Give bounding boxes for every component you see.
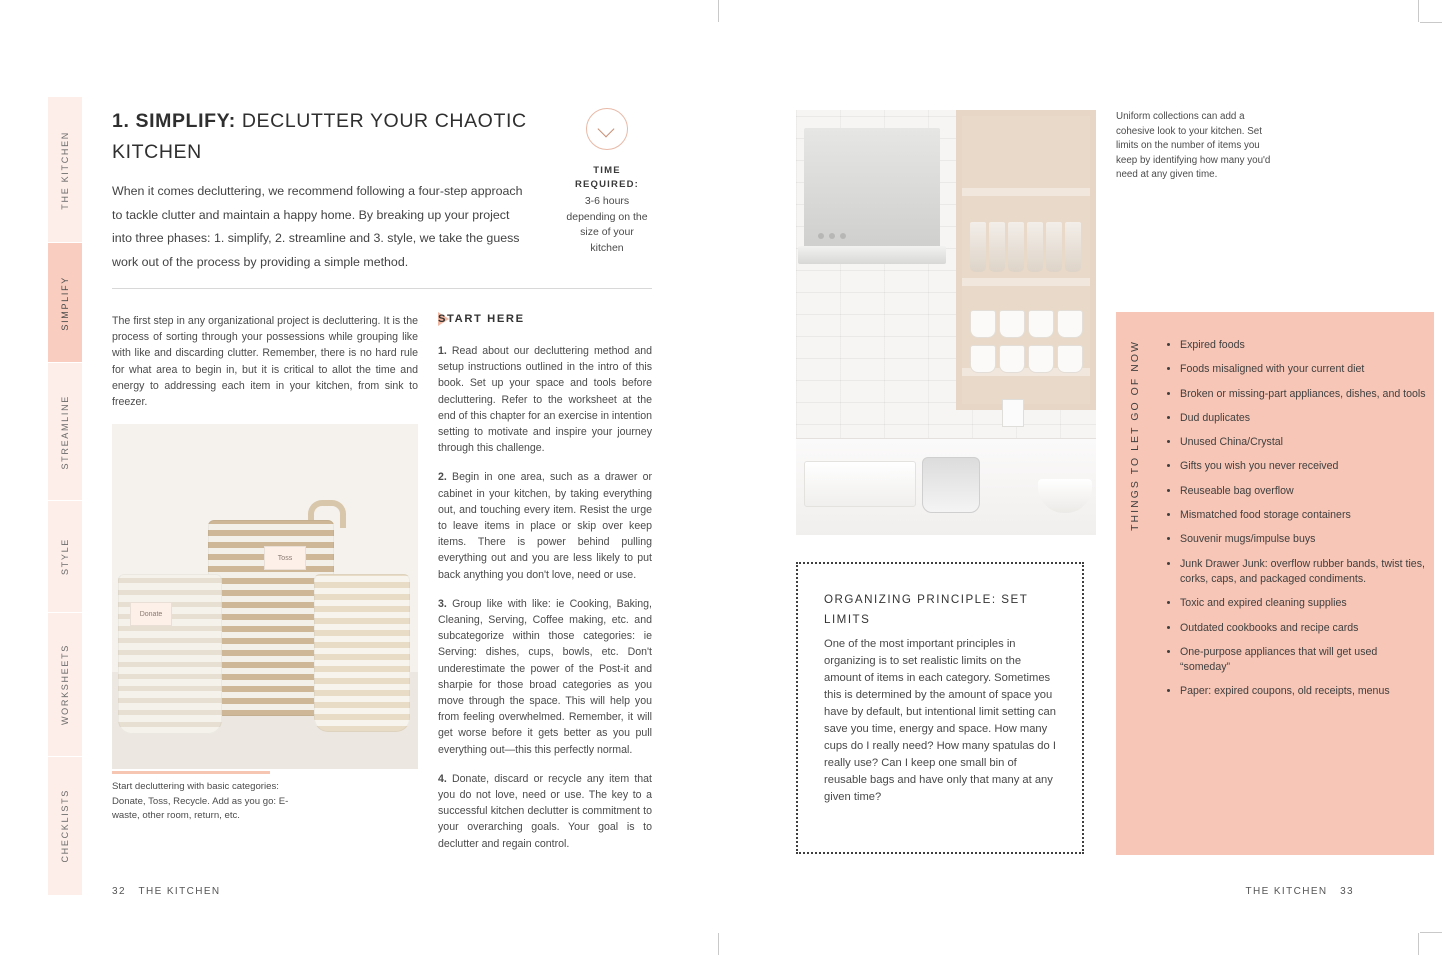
step-text: Read about our decluttering method and setup instructions outlined in the intro of this book. Set up your space and tools before decluttering. Refer to the worksheet at the end of this chapter for an exercise in intention setting to motivate and inspire your journey through this challenge. xyxy=(438,345,652,455)
time-required-label: TIME REQUIRED: xyxy=(574,165,640,190)
step-text: Begin in one area, such as a drawer or cabinet in your kitchen, by taking everything out, and touching every item. Resist the urge to leave items in place or skip over keep items. There is power behind pulling everything out and you are less likely to put back anything you don't love, need or use. xyxy=(438,471,652,581)
photo-caption: Start decluttering with basic categories: Donate, Toss, Recycle. Add as you go: E-waste, other room, return, etc. xyxy=(112,781,289,822)
sidebar-tab-label: CHECKLISTS xyxy=(60,789,70,863)
things-to-let-go-title xyxy=(1130,340,1141,534)
step-number: 2. xyxy=(438,471,447,484)
crop-mark xyxy=(1420,22,1442,23)
list-item: • Mismatched food storage containers xyxy=(1180,508,1430,523)
page-title xyxy=(112,106,532,168)
kitchen-photo xyxy=(796,110,1096,535)
step-item xyxy=(438,343,652,456)
list-item: • Gifts you wish you never received xyxy=(1180,459,1430,474)
list-item: • One-purpose appliances that will get used “someday” xyxy=(1180,645,1430,676)
step-item xyxy=(438,596,652,758)
wall-outlet xyxy=(1002,399,1024,427)
basket-tag-toss xyxy=(264,546,306,570)
glassware-row xyxy=(970,222,1086,276)
step-number: 1. xyxy=(438,345,447,357)
steps-column xyxy=(438,343,652,865)
cabinet-shelf xyxy=(962,188,1090,196)
open-cabinet xyxy=(956,110,1096,410)
intro-paragraph: When it comes decluttering, we recommend following a four-step approach to tackle clutter and maintain a happy home. By breaking up your project into three phases: 1. simplify, 2. streamline and 3. style, we take the guess work out of the process by providing a simple method. xyxy=(112,184,523,269)
crop-mark xyxy=(1418,933,1419,955)
electric-kettle xyxy=(922,457,980,513)
left-page xyxy=(96,0,696,955)
basket-tag-label: Donate xyxy=(139,610,163,618)
start-here-heading: START HERE xyxy=(438,313,525,325)
sidebar-tab-label: THE KITCHEN xyxy=(60,130,70,210)
list-item: • Broken or missing-part appliances, dishes, and tools xyxy=(1180,387,1430,402)
sidebar-tab-worksheets[interactable] xyxy=(48,612,82,757)
crop-mark xyxy=(718,933,719,955)
organizing-principle-title: ORGANIZING PRINCIPLE: SET LIMITS xyxy=(824,593,1029,626)
time-required-value: 3-6 hours depending on the size of your kitchen xyxy=(566,195,648,254)
things-to-let-go-panel xyxy=(1116,312,1434,855)
sidebar-tab-streamline[interactable] xyxy=(48,362,82,501)
chapter-tabs xyxy=(48,96,82,863)
list-item: • Junk Drawer Junk: overflow rubber bands, twist ties, corks, caps, and packaged condiments. xyxy=(1180,557,1430,588)
folio-text: THE KITCHEN xyxy=(138,886,221,897)
things-to-let-go-list xyxy=(1164,338,1430,709)
list-item: • Dud duplicates xyxy=(1180,411,1430,426)
page-title-rest: DECLUTTER YOUR CHAOTIC KITCHEN xyxy=(112,110,527,163)
sidebar-tab-the-kitchen[interactable] xyxy=(48,96,82,243)
folio-left xyxy=(112,886,221,897)
folio-text: THE KITCHEN xyxy=(1245,886,1328,897)
list-item: • Paper: expired coupons, old receipts, menus xyxy=(1180,684,1430,699)
folio-right xyxy=(1245,886,1354,897)
basket-photo xyxy=(112,424,418,769)
basket-right xyxy=(314,574,410,732)
folio-number: 32 xyxy=(112,886,126,897)
cabinet-shelf xyxy=(962,278,1090,286)
page-title-bold: 1. SIMPLIFY: xyxy=(112,110,236,132)
things-to-let-go-title-text: THINGS TO LET GO OF NOW xyxy=(1130,340,1141,531)
left-column-text: The first step in any organizational project is decluttering. It is the process of sorting through your possessions while grouping like with like and discarding clutter. Remember, there is no hard rule for what area to begin in, but it is critical to allot the time and energy to addressing each item in your kitchen, from sink to freezer. xyxy=(112,315,418,409)
list-item: • Unused China/Crystal xyxy=(1180,435,1430,450)
right-page xyxy=(760,0,1426,955)
photo-side-note: Uniform collections can add a cohesive look to your kitchen. Set limits on the number of items you keep by identifying how many you'd need at any given time. xyxy=(1116,111,1271,181)
step-item xyxy=(438,469,652,582)
list-item: • Reuseable bag overflow xyxy=(1180,484,1430,499)
sidebar-tab-label: WORKSHEETS xyxy=(60,644,70,726)
crop-mark xyxy=(1418,0,1419,22)
crop-mark xyxy=(718,0,719,22)
step-item xyxy=(438,771,652,852)
organizing-principle-body: One of the most important principles in organizing is to set realistic limits on the amount of items in each category. Sometimes this is determined by the amount of space you have by default, but intentional limit setting can save you time, energy and space. How many cups do I really need? How many spatulas do I really use? Can I keep one small bin of reusable bags and have only that many at any given time? xyxy=(824,638,1056,803)
step-text: Donate, discard or recycle any item that you do not love, need or use. The key to a successful kitchen declutter is commitment to your overarching goals. Your goal is to declutter and regain control. xyxy=(438,772,652,850)
time-required-block xyxy=(564,108,650,256)
horizontal-divider xyxy=(112,288,652,289)
sidebar-tab-label: STYLE xyxy=(60,538,70,576)
basket-tag-label: Toss xyxy=(277,554,293,562)
range-hood xyxy=(804,128,940,248)
folio-number: 33 xyxy=(1340,886,1354,897)
basket-left xyxy=(118,574,222,734)
step-number: 3. xyxy=(438,597,447,610)
chevron-down-icon xyxy=(586,108,628,150)
organizing-principle-box xyxy=(796,562,1084,854)
list-item: • Outdated cookbooks and recipe cards xyxy=(1180,621,1430,636)
mug-row xyxy=(970,310,1086,366)
caption-accent-bar xyxy=(112,771,270,774)
list-item: • Foods misaligned with your current diet xyxy=(1180,362,1430,377)
sidebar-tab-simplify[interactable] xyxy=(48,242,82,363)
sidebar-tab-label: SIMPLIFY xyxy=(60,275,70,331)
step-number: 4. xyxy=(438,772,447,785)
sidebar-tab-label: STREAMLINE xyxy=(60,394,70,470)
list-item: • Expired foods xyxy=(1180,338,1430,353)
list-item: • Toxic and expired cleaning supplies xyxy=(1180,596,1430,611)
step-text: Group like with like: ie Cooking, Baking, Cleaning, Serving, Coffee making, etc. and subcategorize within those categories: ie Serving: dishes, cups, bowls, etc. Don't underestimate the power of the Post-it and sharpie for those broad categories as you move through the space. This will help you from feeling overwhelmed. Remember, it will get worse before it gets better as you pull everything out—this this perfectly normal. xyxy=(438,597,652,756)
crop-mark xyxy=(1420,932,1442,933)
basket-tag-donate xyxy=(130,602,172,626)
sidebar-tab-checklists[interactable] xyxy=(48,756,82,895)
sidebar-tab-style[interactable] xyxy=(48,500,82,613)
counter-appliance xyxy=(804,461,916,507)
list-item: • Souvenir mugs/impulse buys xyxy=(1180,532,1430,547)
hood-knobs xyxy=(818,226,864,232)
